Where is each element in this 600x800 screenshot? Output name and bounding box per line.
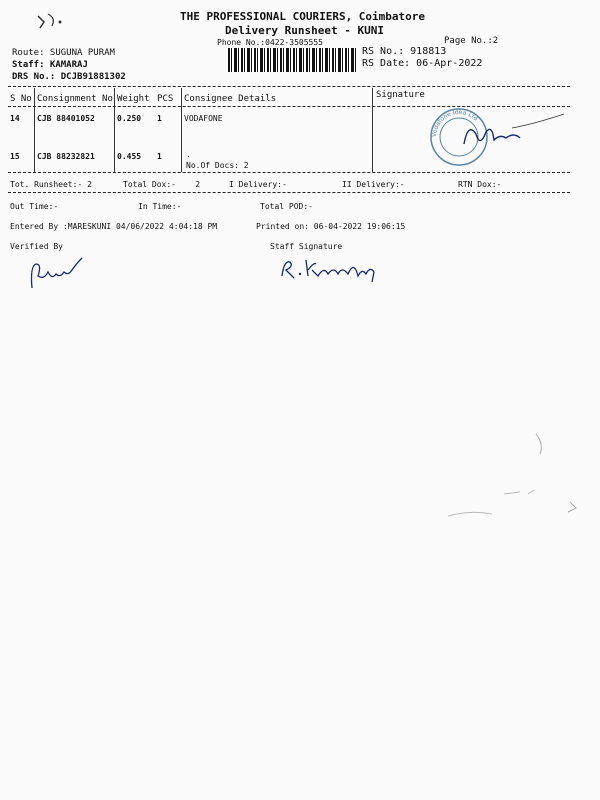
company-logo (34, 10, 74, 38)
table-top-rule (8, 86, 570, 87)
rs-date: RS Date: 06-Apr-2022 (362, 58, 483, 69)
row-weight: 0.250 (117, 114, 142, 123)
page-number: Page No.:2 (444, 36, 499, 46)
printed-on: Printed on: 06-04-2022 19:06:15 (256, 222, 406, 231)
entered-by: Entered By :MARESKUNI 04/06/2022 4:04:18 PM (10, 222, 218, 231)
second-delivery: II Delivery:- (342, 180, 405, 189)
total-runsheet: Tot. Runsheet:- 2 (10, 180, 92, 189)
header-weight: Weight (117, 94, 150, 104)
verified-signature (26, 252, 86, 298)
in-time: In Time:- (138, 202, 182, 211)
row-consignment: CJB 88401052 (37, 114, 95, 123)
header-pcs: PCS (157, 94, 174, 104)
route: Route: SUGUNA PURAM (12, 48, 115, 58)
first-delivery: I Delivery:- (229, 180, 287, 189)
header-sno: S No (10, 94, 32, 104)
phone-number: Phone No.:0422-3505555 (217, 38, 323, 47)
company-name: THE PROFESSIONAL COURIERS, Coimbatore (180, 10, 426, 23)
staff-signature-label: Staff Signature (270, 242, 343, 251)
header-consignment: Consignment No (37, 94, 113, 104)
row-sno: 15 (10, 152, 20, 161)
rtn-dox: RTN Dox:- (458, 180, 502, 189)
company-stamp (424, 104, 574, 178)
no-of-docs: No.Of Docs: 2 (186, 161, 249, 170)
col-divider (34, 88, 35, 172)
verified-by-label: Verified By (10, 242, 63, 251)
totals-rule (8, 192, 570, 193)
staff-signature (280, 254, 390, 288)
row-pcs: 1 (157, 152, 162, 161)
col-divider (114, 88, 115, 172)
stamp-text: Vodafone Idea Ltd (430, 108, 480, 138)
row-pcs: 1 (157, 114, 162, 123)
out-time: Out Time:- (10, 202, 59, 211)
stray-marks (440, 430, 590, 529)
row-consignee: VODAFONE (184, 114, 223, 123)
col-divider (181, 88, 182, 172)
row-consignment: CJB 88232821 (37, 152, 95, 161)
col-divider (372, 88, 373, 172)
header-consignee: Consignee Details (184, 94, 277, 104)
staff: Staff: KAMARAJ (12, 60, 88, 70)
row-consignee: . (186, 150, 191, 159)
drs-number: DRS No.: DCJB91881302 (12, 72, 126, 82)
runsheet-title: Delivery Runsheet - KUNI (225, 24, 384, 37)
header-signature: Signature (376, 90, 425, 100)
rs-number: RS No.: 918813 (362, 46, 447, 57)
total-dox: Total Dox:- 2 (123, 180, 201, 189)
row-sno: 14 (10, 114, 20, 123)
total-pod: Total POD:- (260, 202, 313, 211)
row-weight: 0.455 (117, 152, 142, 161)
barcode (228, 48, 356, 72)
